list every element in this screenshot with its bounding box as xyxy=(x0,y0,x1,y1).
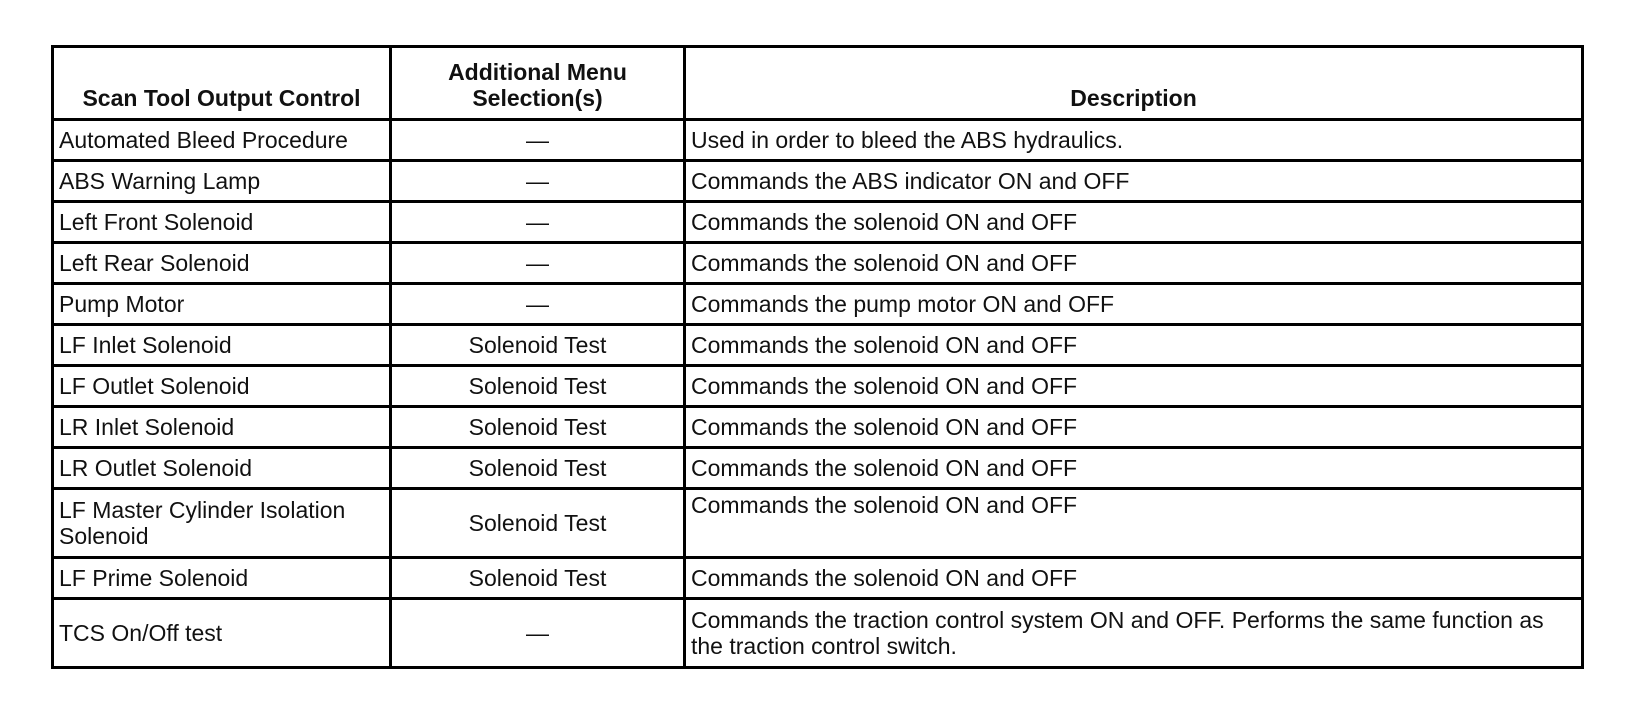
menu-cell: Solenoid Test xyxy=(391,407,685,448)
description-cell: Commands the solenoid ON and OFF xyxy=(685,558,1583,599)
control-cell: LR Outlet Solenoid xyxy=(53,448,391,489)
header-description: Description xyxy=(685,47,1583,120)
description-cell: Used in order to bleed the ABS hydraulics. xyxy=(685,120,1583,161)
table-header xyxy=(53,47,1583,120)
control-cell: TCS On/Off test xyxy=(53,599,391,668)
table-row xyxy=(53,366,1583,407)
table-row xyxy=(53,558,1583,599)
menu-cell: Solenoid Test xyxy=(391,366,685,407)
description-cell: Commands the solenoid ON and OFF xyxy=(685,202,1583,243)
table-row xyxy=(53,448,1583,489)
control-cell: LR Inlet Solenoid xyxy=(53,407,391,448)
table-row xyxy=(53,120,1583,161)
table-row xyxy=(53,284,1583,325)
table-row xyxy=(53,243,1583,284)
table-row xyxy=(53,202,1583,243)
header-scan-tool-output-control: Scan Tool Output Control xyxy=(53,47,391,120)
description-cell: Commands the solenoid ON and OFF xyxy=(685,366,1583,407)
description-cell: Commands the solenoid ON and OFF xyxy=(685,448,1583,489)
menu-cell: Solenoid Test xyxy=(391,558,685,599)
table-row xyxy=(53,161,1583,202)
control-cell: Left Rear Solenoid xyxy=(53,243,391,284)
menu-cell: — xyxy=(391,243,685,284)
menu-cell: — xyxy=(391,202,685,243)
description-cell: Commands the solenoid ON and OFF xyxy=(685,407,1583,448)
table-row xyxy=(53,599,1583,668)
menu-cell: — xyxy=(391,120,685,161)
menu-cell: Solenoid Test xyxy=(391,489,685,558)
control-cell: Automated Bleed Procedure xyxy=(53,120,391,161)
description-cell: Commands the ABS indicator ON and OFF xyxy=(685,161,1583,202)
output-control-table xyxy=(51,45,1584,669)
description-cell: Commands the solenoid ON and OFF xyxy=(685,489,1583,558)
menu-cell: — xyxy=(391,161,685,202)
table-body xyxy=(53,120,1583,668)
header-additional-menu-selections: Additional Menu Selection(s) xyxy=(391,47,685,120)
menu-cell: Solenoid Test xyxy=(391,448,685,489)
table-row xyxy=(53,489,1583,558)
menu-cell: — xyxy=(391,284,685,325)
table-row xyxy=(53,407,1583,448)
control-cell: LF Prime Solenoid xyxy=(53,558,391,599)
control-cell: LF Inlet Solenoid xyxy=(53,325,391,366)
description-cell: Commands the pump motor ON and OFF xyxy=(685,284,1583,325)
menu-cell: Solenoid Test xyxy=(391,325,685,366)
control-cell: LF Outlet Solenoid xyxy=(53,366,391,407)
description-cell: Commands the solenoid ON and OFF xyxy=(685,325,1583,366)
description-cell: Commands the traction control system ON and OFF. Performs the same function as the traction control switch. xyxy=(685,599,1583,668)
menu-cell: — xyxy=(391,599,685,668)
control-cell: ABS Warning Lamp xyxy=(53,161,391,202)
description-cell: Commands the solenoid ON and OFF xyxy=(685,243,1583,284)
control-cell: LF Master Cylinder Isolation Solenoid xyxy=(53,489,391,558)
control-cell: Pump Motor xyxy=(53,284,391,325)
header-row xyxy=(53,47,1583,120)
table-row xyxy=(53,325,1583,366)
control-cell: Left Front Solenoid xyxy=(53,202,391,243)
